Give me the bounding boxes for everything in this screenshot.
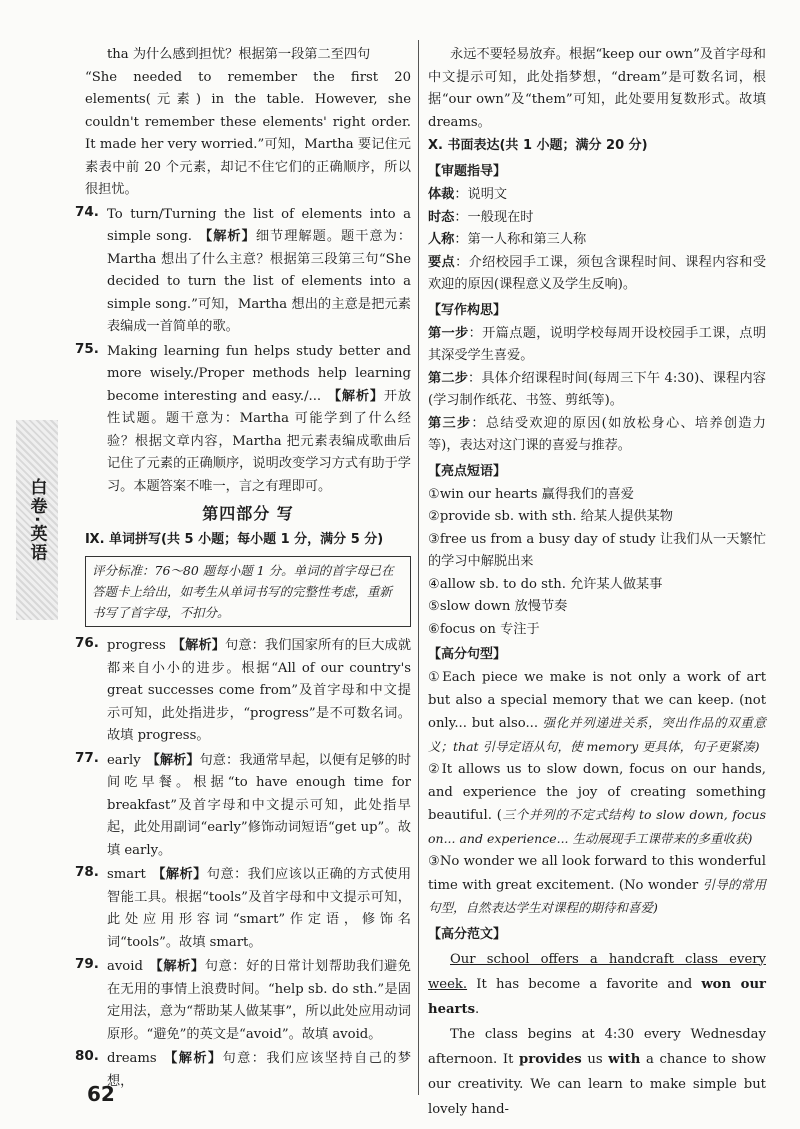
analysis-tag: 【解析】 bbox=[162, 1051, 223, 1066]
phrases-heading: 【亮点短语】 bbox=[428, 463, 507, 479]
continued-text: 永远不要轻易放弃。根据“keep our own”及首字母和中文提示可知，此处指梦想，“dream”是可数名词，根据“our own”及“them”可知，此处要用复数形式。故填 dreams。 bbox=[428, 47, 766, 130]
left-column bbox=[75, 44, 412, 1095]
plan-line: 第三步：总结受欢迎的原因(如放松身心、培养创造力等)，表达对这门课的喜爱与推荐。 bbox=[428, 415, 766, 453]
section10-heading: X. 书面表达(共 1 小题；满分 20 分) bbox=[428, 138, 648, 153]
grading-box: 评分标准：76～80 题每小题 1 分。单词的首字母已在答题卡上给出，如考生从单词书写的完整性考虑，重新书写了首字母，不扣分。 bbox=[85, 556, 411, 627]
essay-heading: 【高分范文】 bbox=[428, 926, 507, 942]
phrase-item: ⑤slow down 放慢节奏 bbox=[428, 599, 568, 614]
question-number: 78. bbox=[75, 864, 99, 880]
analysis-tag: 【解析】 bbox=[171, 638, 226, 653]
analysis-tag: 【解析】 bbox=[198, 229, 256, 244]
analysis-text: 细节理解题。题干意为：Martha 想出了什么主意？根据第三段第三句“She decided to turn the list of elements into a simple song.”可知，Martha 想出的主意是把元素表编成一首简单的歌。 bbox=[107, 229, 412, 334]
part4-title: 第四部分 写 bbox=[202, 504, 294, 523]
sentences-heading: 【高分句型】 bbox=[428, 647, 507, 662]
column-divider bbox=[418, 40, 419, 1095]
guide-line: 时态：一般现在时 bbox=[428, 209, 534, 225]
right-column bbox=[428, 44, 766, 1122]
model-essay bbox=[428, 947, 766, 1122]
sentence-item: ②It allows us to slow down, focus on our hands, and experience the joy of creating something beautiful. (三个并列的不定式结构 to slow down, focus on... and experience... 生动展现手工课带来的多重收获) bbox=[428, 762, 766, 846]
answer: dreams bbox=[107, 1051, 157, 1066]
question-number: 74. bbox=[75, 203, 99, 220]
phrase-item: ①win our hearts 赢得我们的喜爱 bbox=[428, 486, 634, 502]
essay-paragraph-1: Our school offers a handcraft class every week. It has become a favorite and won our hearts. bbox=[428, 951, 766, 1017]
analysis-text: 句意：我们应该坚持自己的梦想， bbox=[107, 1051, 412, 1089]
answer: progress bbox=[107, 638, 166, 653]
intro-line-2: “She needed to remember the first 20 elements(元素) in the table. However, she couldn't remember these elements' right order. It made her very worried.”可知，Martha 要记住元素表中前 20 个元素，却记不住它们的正确顺序，所以很担忧。 bbox=[85, 69, 411, 197]
question-75 bbox=[75, 340, 412, 499]
page-number: 62 bbox=[87, 1082, 115, 1106]
answer: smart bbox=[107, 867, 146, 882]
guide-heading: 【审题指导】 bbox=[428, 164, 507, 179]
analysis-tag: 【解析】 bbox=[151, 867, 207, 882]
answer: early bbox=[107, 752, 141, 768]
side-tab bbox=[16, 420, 58, 620]
analysis-text: 句意：我通常早起，以便有足够的时间吃早餐。根据“to have enough time for breakfast”及首字母和中文提示可知，此处指早起，此处用副词“early”修饰动词短语“get up”。故填 early。 bbox=[107, 752, 412, 858]
plan-heading: 【写作构思】 bbox=[428, 302, 507, 318]
analysis-text: 开放性试题。题干意为：Martha 可能学到了什么经验？根据文章内容，Martha 把元素表编成歌曲后记住了元素的正确顺序，说明改变学习方式有助于学习。本题答案不唯一，言之有理即可。 bbox=[107, 388, 412, 494]
question-number: 79. bbox=[75, 956, 99, 972]
phrase-item: ④allow sb. to do sth. 允许某人做某事 bbox=[428, 576, 663, 592]
analysis-tag: 【解析】 bbox=[148, 959, 205, 974]
question-number: 77. bbox=[75, 749, 99, 766]
phrase-item: ⑥focus on 专注于 bbox=[428, 621, 540, 637]
side-tab-label: 白卷·英语 bbox=[26, 477, 47, 563]
guide-line: 要点：介绍校园手工课，须包含课程时间、课程内容和受欢迎的原因(课程意义及学生反响)。 bbox=[428, 254, 767, 292]
question-79 bbox=[75, 956, 411, 1046]
guide-line: 体裁：说明文 bbox=[428, 187, 508, 202]
question-number: 75. bbox=[75, 340, 99, 357]
question-74 bbox=[75, 203, 412, 339]
plan-line: 第二步：具体介绍课程时间(每周三下午 4:30)、课程内容(学习制作纸花、书签、剪纸等)。 bbox=[428, 370, 766, 408]
question-77 bbox=[75, 749, 412, 863]
answer: To turn/Turning the list of elements into a simple song. bbox=[107, 206, 411, 244]
section9-heading: Ⅸ. 单词拼写(共 5 小题；每小题 1 分，满分 5 分) bbox=[85, 532, 384, 547]
analysis-text: 句意：我们国家所有的巨大成就都来自小小的进步。根据“All of our country's great successes come from”及首字母和中文提示可知，此处指进步，“progress”是不可数名词。故填 progress。 bbox=[107, 638, 412, 743]
question-number: 76. bbox=[75, 635, 99, 651]
plan-line: 第一步：开篇点题，说明学校每周开设校园手工课，点明其深受学生喜爱。 bbox=[428, 325, 767, 363]
question-76 bbox=[75, 635, 412, 748]
phrase-item: ②provide sb. with sth. 给某人提供某物 bbox=[428, 509, 673, 524]
answer: avoid bbox=[107, 959, 143, 974]
question-78 bbox=[75, 864, 412, 954]
sentence-item: ③No wonder we all look forward to this wonderful time with great excitement. (No wonder 引导的常用句型，自然表达学生对课程的期待和喜爱) bbox=[428, 854, 766, 915]
question-number: 80. bbox=[75, 1048, 99, 1064]
analysis-text: 句意：好的日常计划帮助我们避免在无用的事情上浪费时间。“help sb. do sth.”是固定用法，意为“帮助某人做某事”，所以此处应用动词原形。“避免”的英文是“avoid”。故填 avoid。 bbox=[107, 959, 411, 1042]
phrase-item: ③free us from a busy day of study 让我们从一天繁忙的学习中解脱出来 bbox=[428, 531, 766, 569]
guide-line: 人称：第一人称和第三人称 bbox=[428, 232, 587, 247]
analysis-text: 句意：我们应该以正确的方式使用智能工具。根据“tools”及首字母和中文提示可知，此处应用形容词“smart”作定语，修饰名词“tools”。故填 smart。 bbox=[107, 867, 412, 950]
question-80 bbox=[75, 1048, 412, 1093]
analysis-tag: 【解析】 bbox=[146, 752, 200, 768]
sentence-item: ①Each piece we make is not only a work of art but also a special memory that we can keep. (not only... but also... 强化并列递进关系，突出作品的双重意义；that 引导定语从句，使 memory 更具体，句子更紧凑) bbox=[428, 670, 766, 754]
answer: Making learning fun helps study better and more wisely./Proper methods help learning become interesting and easy./... bbox=[107, 343, 411, 404]
essay-paragraph-2: The class begins at 4:30 every Wednesday afternoon. It provides us with a chance to show our creativity. We can learn to make simple but lovely hand- bbox=[428, 1026, 766, 1117]
analysis-tag: 【解析】 bbox=[327, 388, 384, 404]
intro-line-1: tha 为什么感到担忧？根据第一段第二至四句 bbox=[107, 47, 371, 62]
